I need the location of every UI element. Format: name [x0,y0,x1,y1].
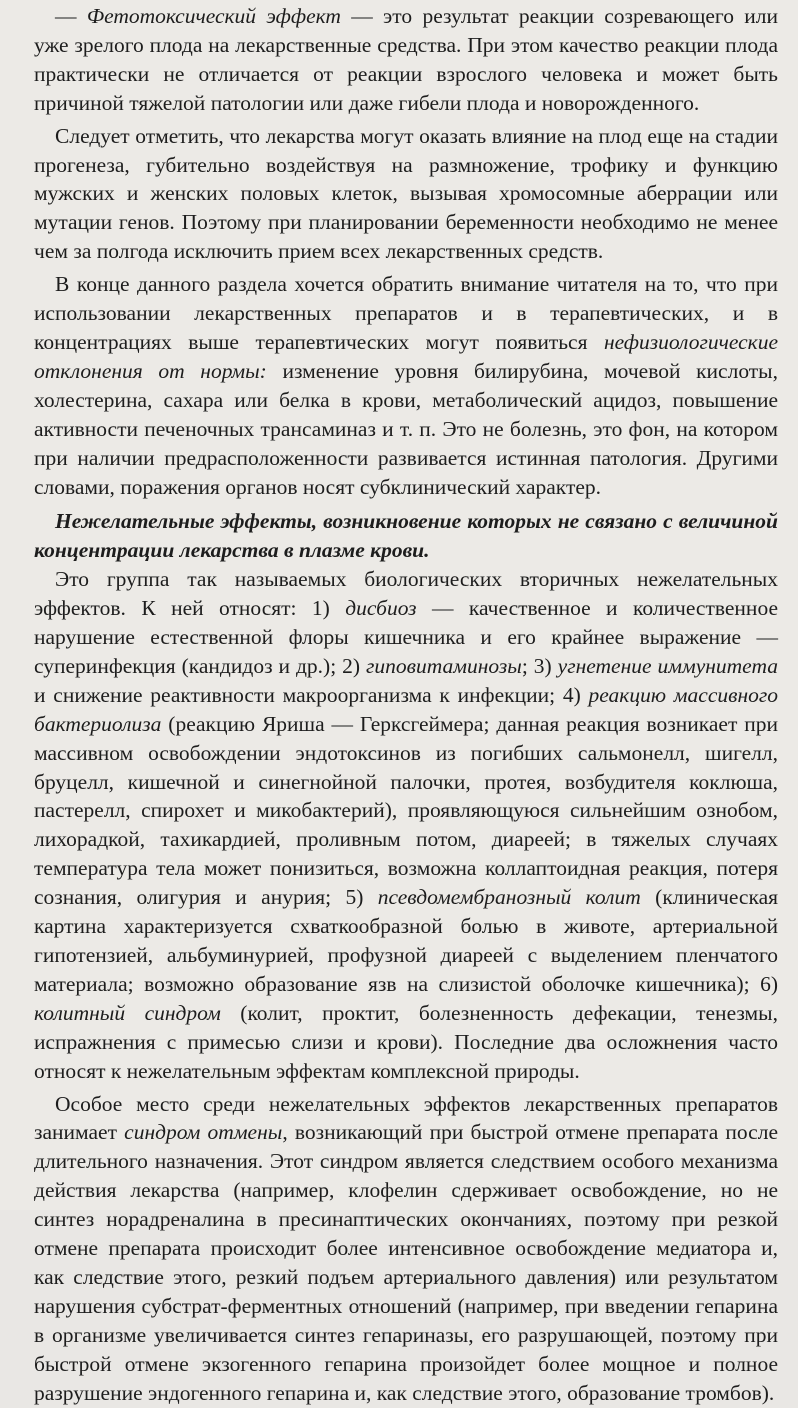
text-segment: , возникающий при быстрой отмене препарата после длительного назначения. Этот синдром является следствием особого механизма действия лекарства (например, клофелин сдерживает освобождение, но не синтез норадреналина в пресинаптических окончаниях, поэтому при резкой отмене препарата происходит более интенсивное освобождение медиатора и, как следствие этого, резкий подъем артериального давления) или результатом нарушения субстрат-ферментных отношений (например, при введении гепарина в организме увеличивается синтез гепариназы, его разрушающей, поэтому при быстрой отмене экзогенного гепарина произойдет более мощное и полное разрушение эндогенного гепарина и, как следствие этого, образование тромбов). [34,1120,778,1405]
text-segment: (колит, проктит, болезненность дефекации, тенезмы, испражнения с примесью слизи и крови). Последние два осложнения часто относят к нежелательным эффектам комплексной природы. [34,1000,778,1083]
text-segment: Это группа так называемых биологических вторичных нежелательных эффектов. К ней относят: 1) [34,567,778,621]
text-segment: В конце данного раздела хочется обратить внимание читателя на то, что при использовании лекарственных препаратов и в терапевтических, и в концентрациях выше терапевтических могут появиться [34,272,778,354]
text-segment: — это результат реакции созревающего или уже зрелого плода на лекарственные средства. При этом качество реакции плода практически не отличается от реакции взрослого человека и может быть причиной тяжелой патологии или даже гибели плода и новорожденного. [34,4,778,115]
text-segment: — качественное и количественное нарушение естественной флоры кишечника и его крайнее выражение — суперинфекция (кандидоз и др.); 2) [34,596,778,678]
term-hypovitaminosis: гиповитаминозы [366,653,522,678]
text-segment: изменение уровня билирубина, мочевой кислоты, холестерина, сахара или белка в крови, метаболический ацидоз, повышение активности печеночных трансаминаз и т. п. Это не болезнь, это фон, на котором при наличии предрасположенности развивается истинная патология. Другими словами, поражения органов носят субклинический характер. [34,358,779,499]
text-segment: и снижение реактивности макроорганизма к инфекции; 4) [34,682,589,707]
text-segment: (реакцию Яриша — Герксгеймера; данная реакция возникает при массивном освобождении эндотоксинов из погибших сальмонелл, шигелл, бруцелл, кишечной и синегнойной палочки, протея, возбудителя коклюша, пастерелл, спирохет и микобактерий), проявляющуюся сильнейшим ознобом, лихорадкой, тахикардией, проливным потом, диареей; в тяжелых случаях температура тела может понизиться, возможна коллаптоидная реакция, потеря сознания, олигурия и анурия; 5) [34,711,778,910]
term-dysbiosis: дисбиоз [345,596,417,621]
term-immune-suppression: угнетение иммунитета [557,653,778,678]
term-pseudomembranous-colitis: псевдомембранозный колит [377,885,641,910]
paragraph-withdrawal-syndrome [34,1090,778,1408]
text-segment: Особое место среди нежелательных эффектов лекарственных препаратов занимает [34,1091,778,1145]
text-segment: — [55,4,87,28]
paragraph-fetotoxic-effect [34,2,778,118]
paragraph-biological-effects [34,565,778,1085]
text-segment: ; 3) [521,653,558,678]
paragraph-progenesis [34,122,778,267]
term-withdrawal-syndrome: синдром отмены [124,1120,283,1145]
text-segment: (клиническая картина характеризуется схваткообразной болью в животе, артериальной гипотензией, альбуминурией, профузной диареей с выделением пленчатого материала; возможно образование язв на слизистой оболочке кишечника); 6) [34,885,778,996]
section-heading [34,507,778,565]
paragraph-nonphysiological-deviations [34,270,778,501]
term-colitis-syndrome: колитный синдром [34,1000,221,1025]
term-nonphysiological-deviations: нефизиологические отклонения от нормы: [34,329,778,383]
term-bacteriolysis-reaction: реакцию массивного бактериолиза [34,682,778,736]
section-heading-text: Нежелательные эффекты, возникновение которых не связано с величиной концентрации лекарства в плазме крови. [34,509,778,563]
term-fetotoxic-effect: Фетотоксический эффект [86,4,341,28]
text-segment: Следует отметить, что лекарства могут оказать влияние на плод еще на стадии прогенеза, губительно воздействуя на размножение, трофику и функцию мужских и женских половых клеток, вызывая хромосомные аберрации или мутации генов. Поэтому при планировании беременности необходимо не менее чем за полгода исключить прием всех лекарственных средств. [34,123,778,264]
